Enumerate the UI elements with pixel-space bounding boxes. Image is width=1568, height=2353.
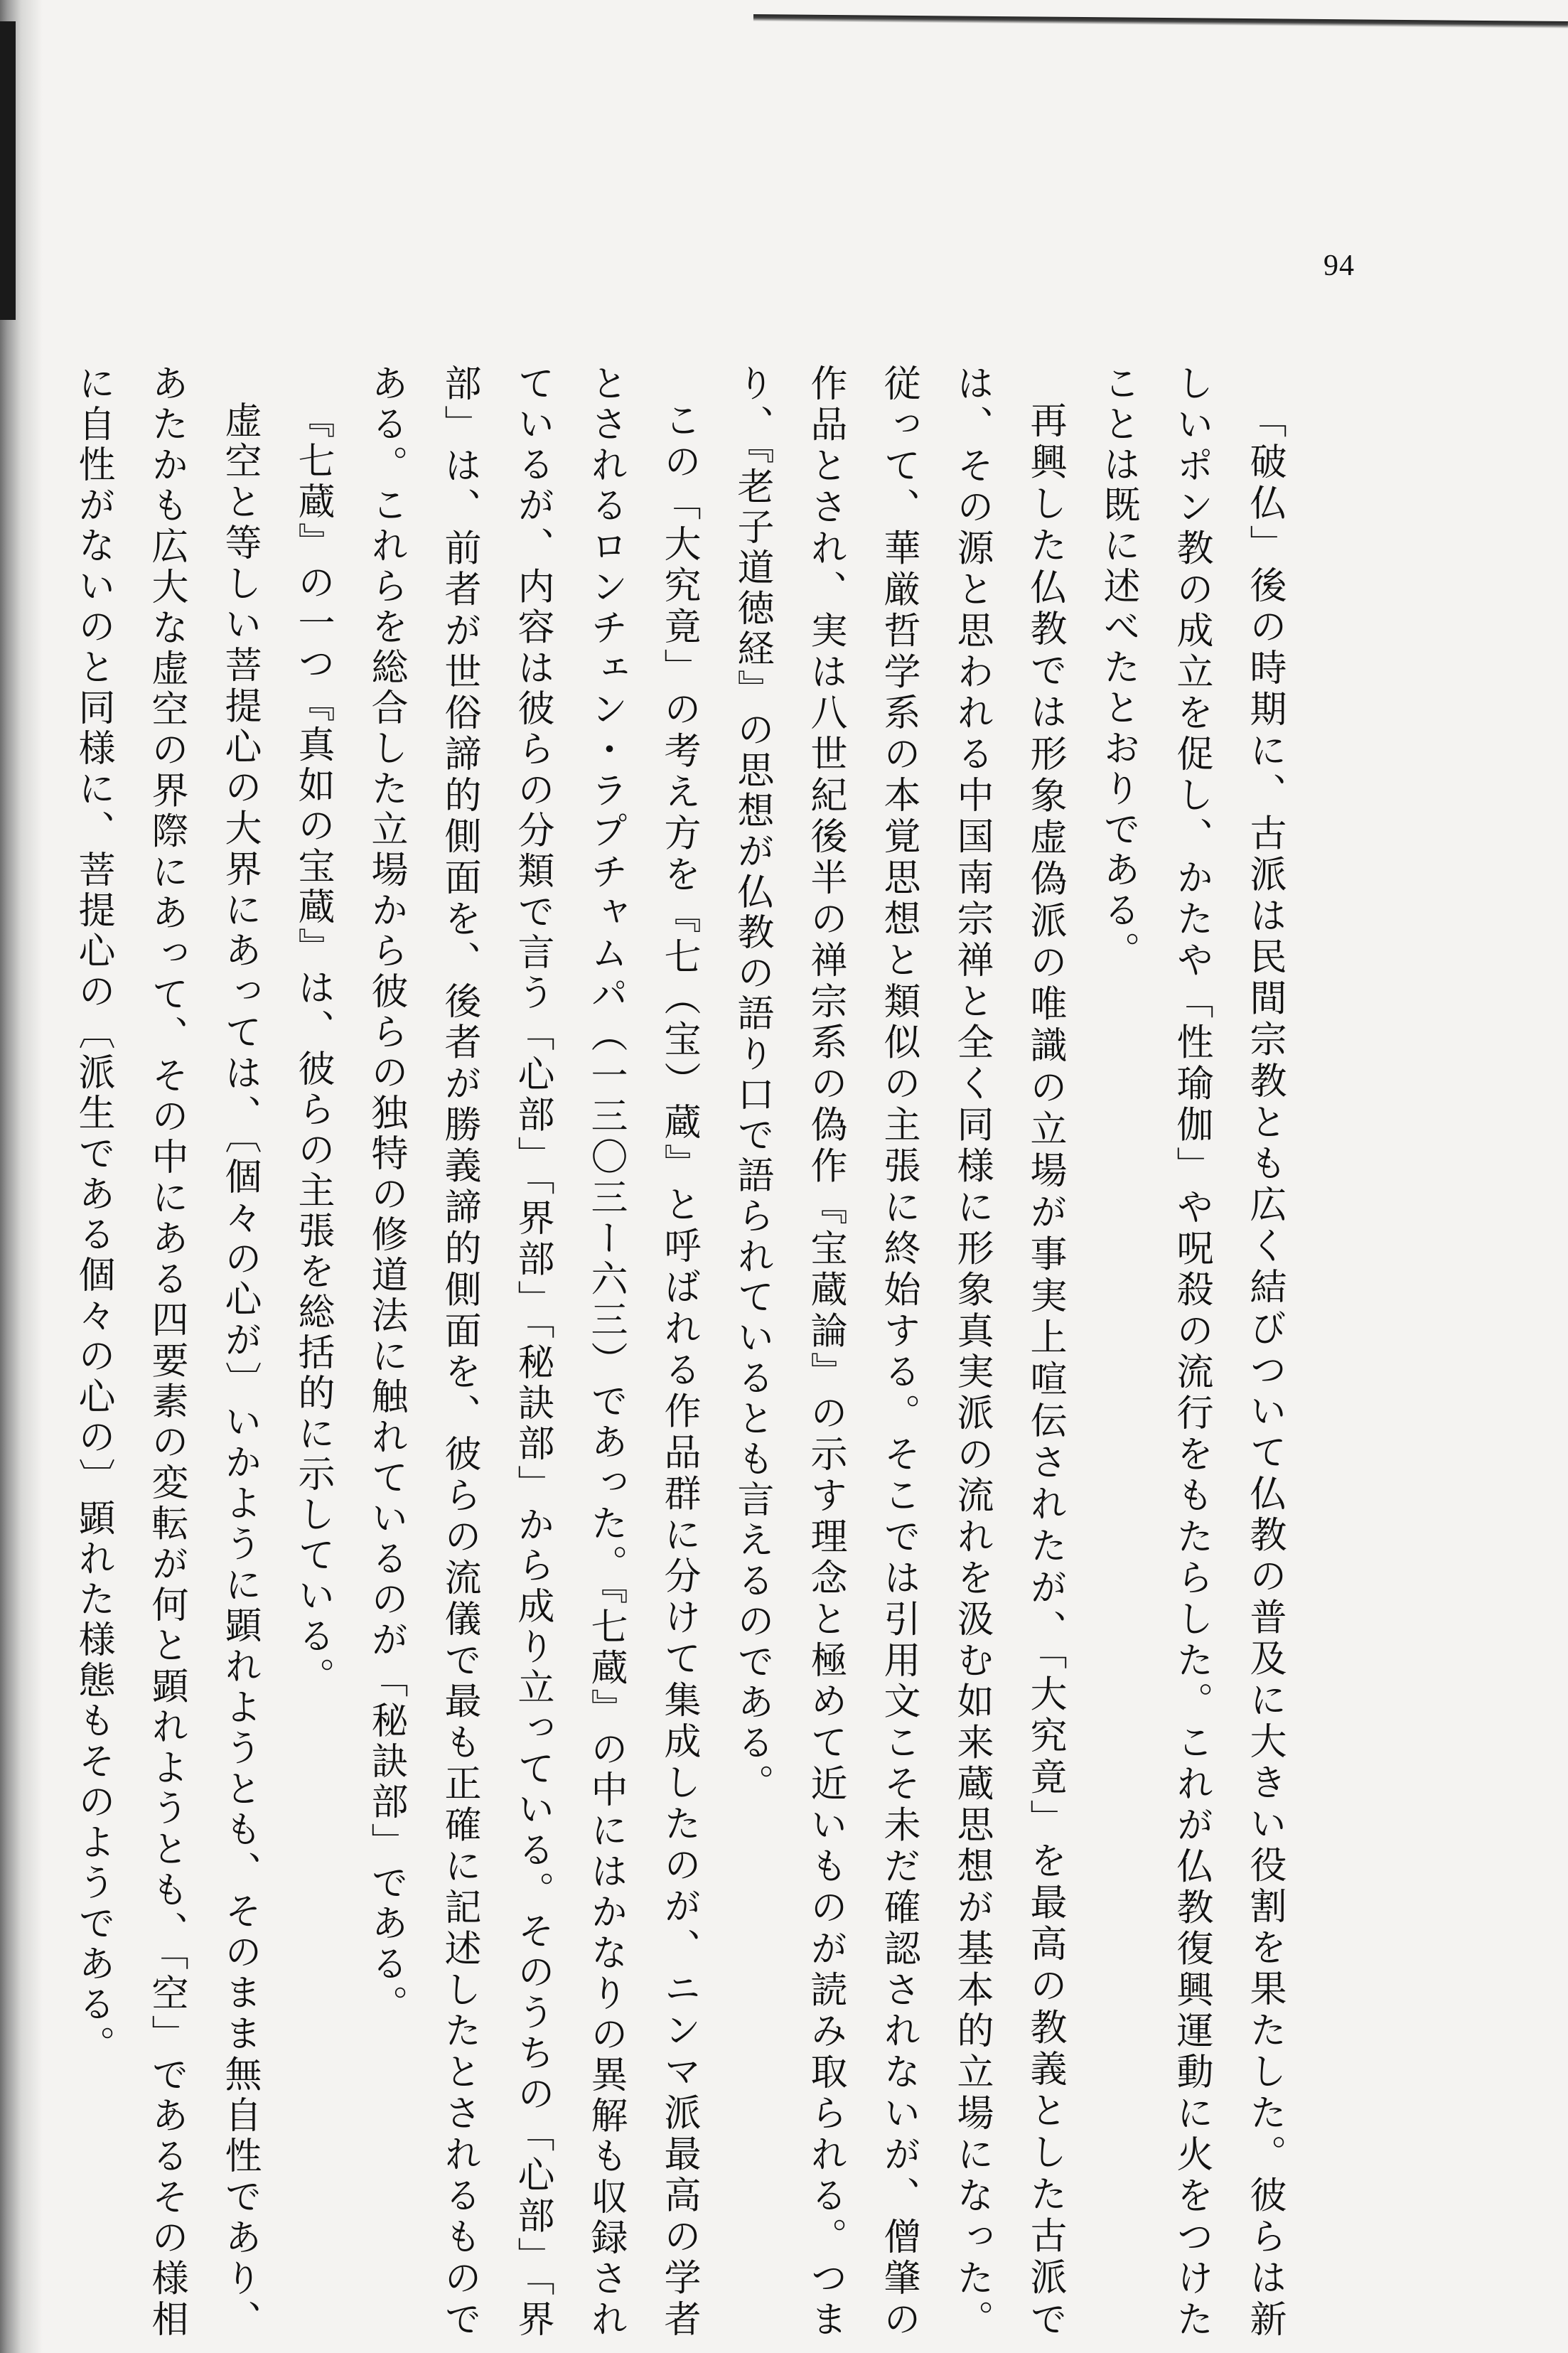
- scan-binding-mark: [0, 21, 16, 320]
- paragraph: 再興した仏教では形象虚偽派の唯識の立場が事実上喧伝されたが、「大究竟」を最高の教義とした古派では、その源と思われる中国南宗禅と全く同様に形象真実派の流れを汲む如来蔵思想が基本的立場になった。従って、華厳哲学系の本覚思想と類似の主張に終始する。そこでは引用文こそ未だ確認されないが、僧肇の作品とされ、実は八世紀後半の禅宗系の偽作『宝蔵論』の示す理念と極めて近いものが読み取られる。つまり、『老子道徳経』の思想が仏教の語り口で語られているとも言えるのである。: [731, 364, 1066, 2340]
- paragraph: 虚空と等しい菩提心の大界にあっては、〔個々の心が〕いかように顕れようとも、そのまま無自性であり、あたかも広大な虚空の界際にあって、その中にある四要素の変転が何と顕れようとも、「空」であるその様相に自性がないのと同様に、菩提心の〔派生である個々の心の〕顕れた様態もそのようである。: [72, 364, 261, 2341]
- scan-shadow-left: [0, 0, 43, 2353]
- page-number: 94: [1323, 250, 1355, 282]
- paragraph: 「破仏」後の時期に、古派は民間宗教とも広く結びついて仏教の普及に大きい役割を果たした。彼らは新しいポン教の成立を促し、かたや「性瑜伽」や呪殺の流行をもたらした。これが仏教復興運動に火をつけたことは既に述べたとおりである。: [1097, 364, 1286, 2340]
- body-text: [72, 364, 1301, 2341]
- scan-top-edge: [753, 14, 1568, 28]
- paragraph: 『七蔵』の一つ『真如の宝蔵』は、彼らの主張を総括的に示している。: [291, 401, 334, 1698]
- paragraph: この「大究竟」の考え方を『七（宝）蔵』と呼ばれる作品群に分けて集成したのが、ニンマ派最高の学者とされるロンチェン・ラプチャムパ（一三〇三ー六三）であった。『七蔵』の中にはかなりの異解も収録されているが、内容は彼らの分類で言う「心部」「界部」「秘訣部」から成り立っている。そのうちの「心部」「界部」は、前者が世俗諦的側面を、後者が勝義諦的側面を、彼らの流儀で最も正確に記述したとされるものである。これらを総合した立場から彼らの独特の修道法に触れているのが「秘訣部」である。: [365, 364, 700, 2341]
